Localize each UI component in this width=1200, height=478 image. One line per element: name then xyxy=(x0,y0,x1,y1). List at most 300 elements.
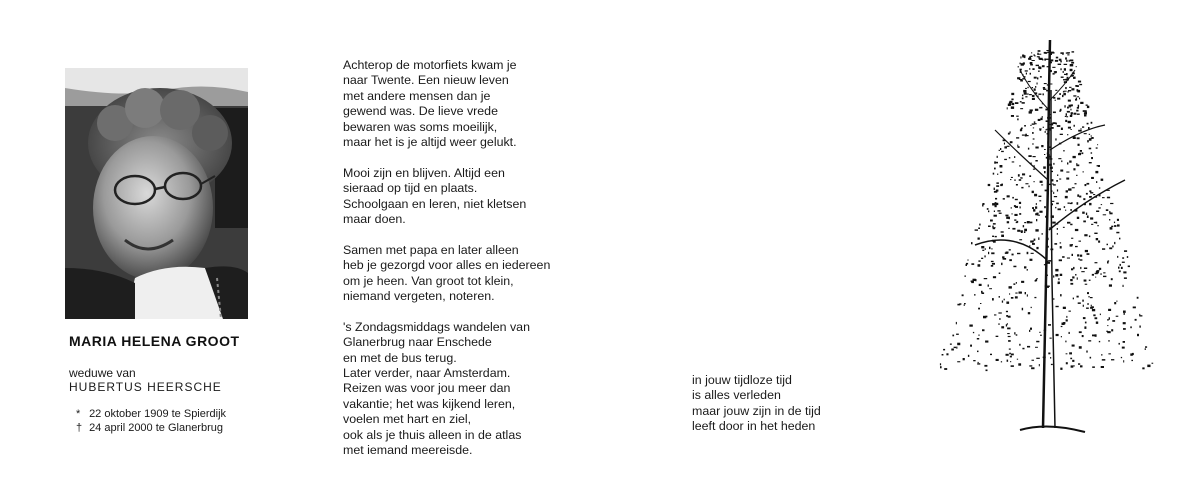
birth-line xyxy=(76,408,226,420)
tree-leaf xyxy=(1058,64,1062,65)
tree-leaf xyxy=(1020,177,1023,178)
tree-leaf xyxy=(1069,60,1070,62)
poem-line: vakantie; het was kijkend leren, xyxy=(343,396,516,411)
tree-leaf xyxy=(1044,264,1046,265)
tree-leaf xyxy=(1045,216,1048,218)
tree-leaf xyxy=(1034,88,1036,90)
tree-leaf xyxy=(1011,99,1013,101)
tree-leaf xyxy=(1091,122,1093,124)
tree-leaf xyxy=(1009,144,1010,145)
tree-leaf xyxy=(1089,134,1090,135)
tree-leaf xyxy=(1119,343,1120,345)
tree-leaf xyxy=(1039,200,1041,201)
tree-leaf xyxy=(993,276,996,278)
tree-leaf xyxy=(1067,162,1068,164)
tree-leaf xyxy=(1020,71,1022,73)
tree-leaf xyxy=(1123,311,1126,313)
death-line xyxy=(76,422,223,434)
tree-leaf xyxy=(1103,276,1106,277)
tree-leaf xyxy=(981,292,984,294)
tree-leaf xyxy=(983,316,986,319)
tree-leaf xyxy=(1060,170,1063,172)
tree-leaf xyxy=(1048,324,1051,326)
tree-leaf xyxy=(1077,217,1079,219)
tree-leaf xyxy=(1119,238,1120,240)
tree-leaf xyxy=(1011,207,1012,209)
tree-leaf xyxy=(1035,279,1037,281)
tree-leaf xyxy=(1077,137,1080,139)
tree-leaf xyxy=(1055,269,1058,272)
tree-leaf xyxy=(1055,90,1057,91)
tree-leaf xyxy=(1110,227,1113,230)
tree-leaf xyxy=(1073,298,1074,300)
tree-leaf xyxy=(1030,109,1033,111)
tree-leaf xyxy=(1086,105,1088,106)
tree-leaf xyxy=(1028,312,1030,314)
tree-leaf xyxy=(991,261,994,262)
tree-leaf xyxy=(1103,214,1106,215)
tree-leaf xyxy=(982,203,984,205)
tree-leaf xyxy=(1056,306,1059,307)
tree-leaf xyxy=(1121,267,1123,269)
tree-leaf xyxy=(1085,322,1087,324)
tree-leaf xyxy=(1045,131,1046,133)
tree-leaf xyxy=(1073,168,1075,170)
tree-leaf xyxy=(1029,175,1031,177)
tree-leaf xyxy=(1007,221,1009,223)
tree-leaf xyxy=(1090,192,1093,193)
tree-leaf xyxy=(1012,254,1014,256)
tree-leaf xyxy=(1034,77,1037,79)
tree-leaf xyxy=(1017,77,1020,79)
tree-leaf xyxy=(1077,202,1079,205)
tree-leaf xyxy=(1109,284,1112,286)
tree-leaf xyxy=(1008,340,1011,342)
tree-leaf xyxy=(986,370,988,372)
tree-leaf xyxy=(1077,194,1079,196)
birth-symbol: * xyxy=(76,408,81,420)
tree-leaf xyxy=(1055,138,1056,140)
tree-leaf xyxy=(1087,123,1089,125)
tree-leaf xyxy=(978,260,980,261)
tree-leaf xyxy=(1019,344,1020,346)
tree-leaf xyxy=(997,156,998,158)
tree-leaf xyxy=(1020,108,1023,109)
tree-leaf xyxy=(1047,66,1049,67)
tree-leaf xyxy=(1069,352,1072,354)
tree-leaf xyxy=(1072,51,1075,52)
tree-leaf xyxy=(1073,77,1076,79)
tree-leaf xyxy=(1074,209,1077,211)
tree-leaf xyxy=(1062,95,1064,97)
tree-leaf xyxy=(1075,229,1078,231)
poem-line: naar Twente. Een nieuw leven xyxy=(343,73,509,88)
tree-leaf xyxy=(985,341,988,343)
tree-leaf xyxy=(1066,172,1069,173)
tree-leaf xyxy=(1044,59,1046,61)
tree-leaf xyxy=(1046,129,1049,130)
tree-leaf xyxy=(1032,60,1035,61)
tree-leaf xyxy=(1061,128,1063,130)
tree-leaf xyxy=(1009,157,1011,158)
tree-leaf xyxy=(1109,247,1112,249)
tree-leaf xyxy=(1100,314,1101,316)
tree-leaf xyxy=(1022,95,1023,97)
tree-leaf xyxy=(1030,259,1033,261)
tree-leaf xyxy=(1042,59,1043,61)
tree-leaf xyxy=(1011,365,1014,367)
tree-leaf xyxy=(1001,184,1003,186)
tree-leaf xyxy=(1096,271,1099,273)
tree-leaf xyxy=(1050,53,1052,55)
tree-leaf xyxy=(1046,59,1049,60)
tree-leaf xyxy=(1060,68,1061,70)
tree-leaf xyxy=(1020,69,1022,71)
poem-line: Mooi zijn en blijven. Altijd een xyxy=(343,165,505,180)
tree-leaf xyxy=(1015,206,1018,208)
tree-leaf xyxy=(992,226,993,228)
tree-leaf xyxy=(1065,57,1067,59)
poem-line: sieraad op tijd en plaats. xyxy=(343,181,478,196)
tree-leaf xyxy=(973,360,975,361)
tree-leaf xyxy=(1082,300,1084,302)
tree-leaf xyxy=(1033,127,1034,128)
tree-leaf xyxy=(1009,249,1011,250)
tree-leaf xyxy=(1053,97,1055,99)
tree-leaf xyxy=(1095,196,1098,198)
tree-leaf xyxy=(1033,209,1035,212)
tree-leaf xyxy=(1035,147,1038,149)
tree-leaf xyxy=(957,361,960,362)
tree-leaf xyxy=(1010,141,1013,143)
tree-leaf xyxy=(1075,246,1078,247)
tree-leaf xyxy=(1034,297,1036,298)
tree-leaf xyxy=(1120,264,1121,266)
tree-leaf xyxy=(1147,365,1150,368)
tree-leaf xyxy=(1053,163,1054,165)
tree-leaf xyxy=(1090,307,1093,309)
tree-leaf xyxy=(1032,207,1034,209)
tree-leaf xyxy=(1061,160,1062,162)
tree-leaf xyxy=(1034,194,1037,197)
poem-line: Samen met papa en later alleen xyxy=(343,242,519,257)
tree-leaf xyxy=(1052,203,1053,205)
tree-leaf xyxy=(1010,361,1011,362)
tree-leaf xyxy=(994,168,996,170)
tree-icon xyxy=(935,30,1160,440)
tree-leaf xyxy=(1108,260,1110,261)
tree-leaf xyxy=(1099,268,1101,270)
tree-leaf xyxy=(1060,274,1063,276)
tree-leaf xyxy=(1050,167,1053,169)
tree-leaf xyxy=(991,265,993,267)
tree-leaf xyxy=(1061,326,1063,327)
tree-leaf xyxy=(1122,347,1125,349)
tree-leaf xyxy=(1067,54,1069,55)
tree-leaf xyxy=(1009,349,1011,350)
tree-leaf xyxy=(951,349,954,351)
tree-leaf xyxy=(1053,192,1054,194)
tree-leaf xyxy=(1005,215,1008,217)
poem-stanza xyxy=(343,320,603,459)
tree-leaf xyxy=(994,188,995,190)
tree-leaf xyxy=(1096,211,1099,213)
tree-leaf xyxy=(1060,242,1062,243)
tree-leaf xyxy=(1070,115,1072,117)
tree-leaf xyxy=(963,358,965,360)
tree-leaf xyxy=(996,359,999,361)
tree-leaf xyxy=(992,236,994,237)
tree-leaf xyxy=(1067,111,1070,113)
tree-leaf xyxy=(989,288,992,289)
tree-leaf xyxy=(1069,161,1071,163)
tree-leaf xyxy=(1024,266,1026,268)
tree-leaf xyxy=(997,210,1000,211)
tree-leaf xyxy=(984,278,988,279)
tree-leaf xyxy=(1098,207,1100,208)
tree-leaf xyxy=(1097,225,1098,226)
tree-leaf xyxy=(1030,222,1033,224)
tree-leaf xyxy=(1139,314,1140,316)
tree-leaf xyxy=(1038,196,1041,197)
tree-leaf xyxy=(1050,357,1051,359)
tree-leaf xyxy=(1097,144,1098,145)
tree-leaf xyxy=(1060,246,1062,248)
tree-leaf xyxy=(1131,360,1133,361)
tree-leaf xyxy=(1070,64,1074,66)
tree-leaf xyxy=(1124,313,1125,315)
tree-leaf xyxy=(1072,345,1075,347)
tree-leaf xyxy=(1012,213,1013,214)
tree-leaf xyxy=(984,365,987,367)
poem-stanza xyxy=(343,58,603,150)
tree-leaf xyxy=(1085,184,1087,186)
tree-leaf xyxy=(1035,160,1037,162)
tree-leaf xyxy=(1093,194,1095,195)
tree-leaf xyxy=(1047,117,1050,119)
tree-leaf xyxy=(1014,180,1016,181)
tree-leaf xyxy=(1032,360,1035,361)
tree-leaf xyxy=(1048,146,1050,147)
tree-leaf xyxy=(1043,89,1046,90)
tree-leaf xyxy=(1055,274,1058,277)
tree-leaf xyxy=(1006,302,1009,304)
tree-leaf xyxy=(1047,52,1049,53)
tree-leaf xyxy=(1048,260,1051,262)
tree-leaf xyxy=(957,343,960,346)
tree-leaf xyxy=(1050,338,1052,339)
tree-leaf xyxy=(1084,234,1087,236)
tree-leaf xyxy=(1047,141,1049,143)
tree-leaf xyxy=(1062,54,1064,55)
tree-leaf xyxy=(1029,58,1031,59)
tree-leaf xyxy=(1035,347,1038,348)
tree-leaf xyxy=(1112,320,1115,322)
tree-leaf xyxy=(1066,319,1068,321)
tree-leaf xyxy=(1000,165,1003,168)
tree-leaf xyxy=(1083,212,1085,214)
tree-leaf xyxy=(1044,171,1046,173)
tree-leaf xyxy=(1032,132,1034,134)
tree-leaf xyxy=(1123,285,1124,287)
tree-leaf xyxy=(1007,328,1010,330)
tree-leaf xyxy=(987,208,989,210)
tree-leaf xyxy=(1057,189,1058,191)
poem-line: Schoolgaan en leren, niet kletsen xyxy=(343,196,527,211)
tree-leaf xyxy=(1078,81,1081,83)
tree-leaf xyxy=(1101,204,1102,205)
tree-leaf xyxy=(975,229,978,230)
tree-leaf xyxy=(1066,178,1069,180)
tree-leaf xyxy=(1001,151,1004,152)
tree-leaf xyxy=(946,353,948,355)
tree-leaf xyxy=(1087,303,1089,305)
tree-leaf xyxy=(1111,226,1113,227)
tree-leaf xyxy=(1048,353,1050,355)
tree-leaf xyxy=(1066,316,1067,318)
tree-leaf xyxy=(1049,227,1052,229)
tree-leaf xyxy=(1048,192,1049,194)
tree-leaf xyxy=(1123,341,1125,343)
tree-leaf xyxy=(1071,365,1074,367)
tree-leaf xyxy=(1036,341,1039,343)
tree-leaf xyxy=(964,303,966,304)
tree-leaf xyxy=(1001,231,1004,232)
tree-leaf xyxy=(1023,62,1025,64)
tree-leaf xyxy=(1061,336,1062,337)
spouse-name: HUBERTUS HEERSCHE xyxy=(69,380,222,394)
tree-leaf xyxy=(1078,153,1081,155)
tree-leaf xyxy=(964,304,965,306)
poem-stanza xyxy=(343,166,603,228)
tree-leaf xyxy=(1041,184,1043,185)
tree-leaf xyxy=(1084,133,1087,134)
poem-stanza xyxy=(343,243,603,305)
tree-leaf xyxy=(1012,228,1015,230)
tree-leaf xyxy=(1071,62,1074,64)
tree-leaf xyxy=(1011,115,1014,117)
tree-leaf xyxy=(1027,294,1028,296)
tree-leaf xyxy=(1080,102,1083,104)
tree-leaf xyxy=(1043,166,1046,168)
tree-leaf xyxy=(1075,85,1077,87)
tree-leaf xyxy=(1051,127,1054,129)
tree-leaf xyxy=(1109,219,1110,221)
tree-leaf xyxy=(999,213,1002,214)
tree-leaf xyxy=(1107,325,1108,326)
tree-leaf xyxy=(1022,55,1025,57)
tree-leaf xyxy=(1078,130,1082,132)
tree-leaf xyxy=(1073,267,1074,269)
poem-line: met iemand meereisde. xyxy=(343,443,473,458)
tree-leaf xyxy=(1063,307,1066,309)
tree-leaf xyxy=(1013,283,1015,285)
tree-leaf xyxy=(1055,100,1056,101)
tree-leaf xyxy=(1011,93,1014,95)
tree-leaf xyxy=(1054,196,1057,197)
tree-leaf xyxy=(1101,179,1104,181)
tree-leaf xyxy=(1109,317,1110,319)
tree-leaf xyxy=(1036,247,1038,249)
tree-leaf xyxy=(1009,102,1012,104)
tree-leaf xyxy=(1032,68,1034,70)
tree-leaf xyxy=(1011,297,1014,299)
tree-leaf xyxy=(1102,248,1105,250)
tree-leaf xyxy=(1037,53,1038,55)
tree-leaf xyxy=(1059,59,1062,61)
poem-line: bewaren was soms moeilijk, xyxy=(343,119,498,134)
tree-leaf xyxy=(1013,266,1016,268)
tree-leaf xyxy=(999,150,1000,151)
tree-leaf xyxy=(1108,340,1109,342)
tree-leaf xyxy=(1099,187,1100,188)
tree-leaf xyxy=(998,323,999,324)
tree-leaf xyxy=(1079,196,1081,198)
tree-leaf xyxy=(1039,364,1040,366)
tree-leaf xyxy=(1025,183,1028,184)
tree-leaf xyxy=(971,242,973,244)
tree-leaf xyxy=(1014,219,1016,220)
tree-leaf xyxy=(1035,109,1038,111)
tree-leaf xyxy=(1114,225,1116,227)
tree-leaf xyxy=(940,363,941,365)
tree-leaf xyxy=(1019,179,1022,181)
tree-leaf xyxy=(1059,179,1061,180)
tree-leaf xyxy=(1031,163,1032,165)
tree-leaf xyxy=(1048,124,1052,125)
tree-leaf xyxy=(1055,60,1058,62)
tree-leaf xyxy=(1077,296,1079,298)
tree-leaf xyxy=(992,240,994,242)
tree-leaf xyxy=(1012,103,1014,105)
tree-leaf xyxy=(1070,358,1072,360)
tree-leaf xyxy=(1092,335,1096,337)
tree-leaf xyxy=(1087,292,1089,294)
tree-leaf xyxy=(1017,118,1018,120)
tree-leaf xyxy=(1130,326,1132,328)
tree-leaf xyxy=(1028,148,1029,150)
tree-leaf xyxy=(1015,296,1018,298)
tree-leaf xyxy=(1098,241,1100,243)
tree-leaf xyxy=(998,312,1001,313)
tree-leaf xyxy=(1007,333,1010,334)
tree-leaf xyxy=(1086,193,1088,195)
tree-leaf xyxy=(1123,271,1126,273)
tree-leaf xyxy=(1007,146,1010,147)
tree-leaf xyxy=(1034,92,1037,94)
tree-leaf xyxy=(1020,206,1021,208)
tree-leaf xyxy=(1024,222,1026,223)
tree-leaf xyxy=(1095,262,1098,263)
tree-leaf xyxy=(1049,61,1051,63)
tree-leaf xyxy=(1090,297,1093,298)
tree-leaf xyxy=(1139,326,1140,328)
tree-leaf xyxy=(1027,221,1030,223)
tree-leaf xyxy=(1047,238,1048,240)
tree-leaf xyxy=(1026,73,1027,75)
tree-leaf xyxy=(1024,92,1027,94)
poem-line: Glanerbrug naar Enschede xyxy=(343,335,492,350)
tree-leaf xyxy=(1101,354,1102,356)
tree-leaf xyxy=(1052,67,1055,68)
tree-leaf xyxy=(1007,195,1010,197)
poem-line: en met de bus terug. xyxy=(343,350,457,365)
tree-leaf xyxy=(989,247,991,249)
poem-line: voelen met hart en ziel, xyxy=(343,412,472,427)
tree-leaf xyxy=(1074,125,1075,127)
tree-leaf xyxy=(1042,116,1043,117)
tree-leaf xyxy=(1066,73,1068,75)
